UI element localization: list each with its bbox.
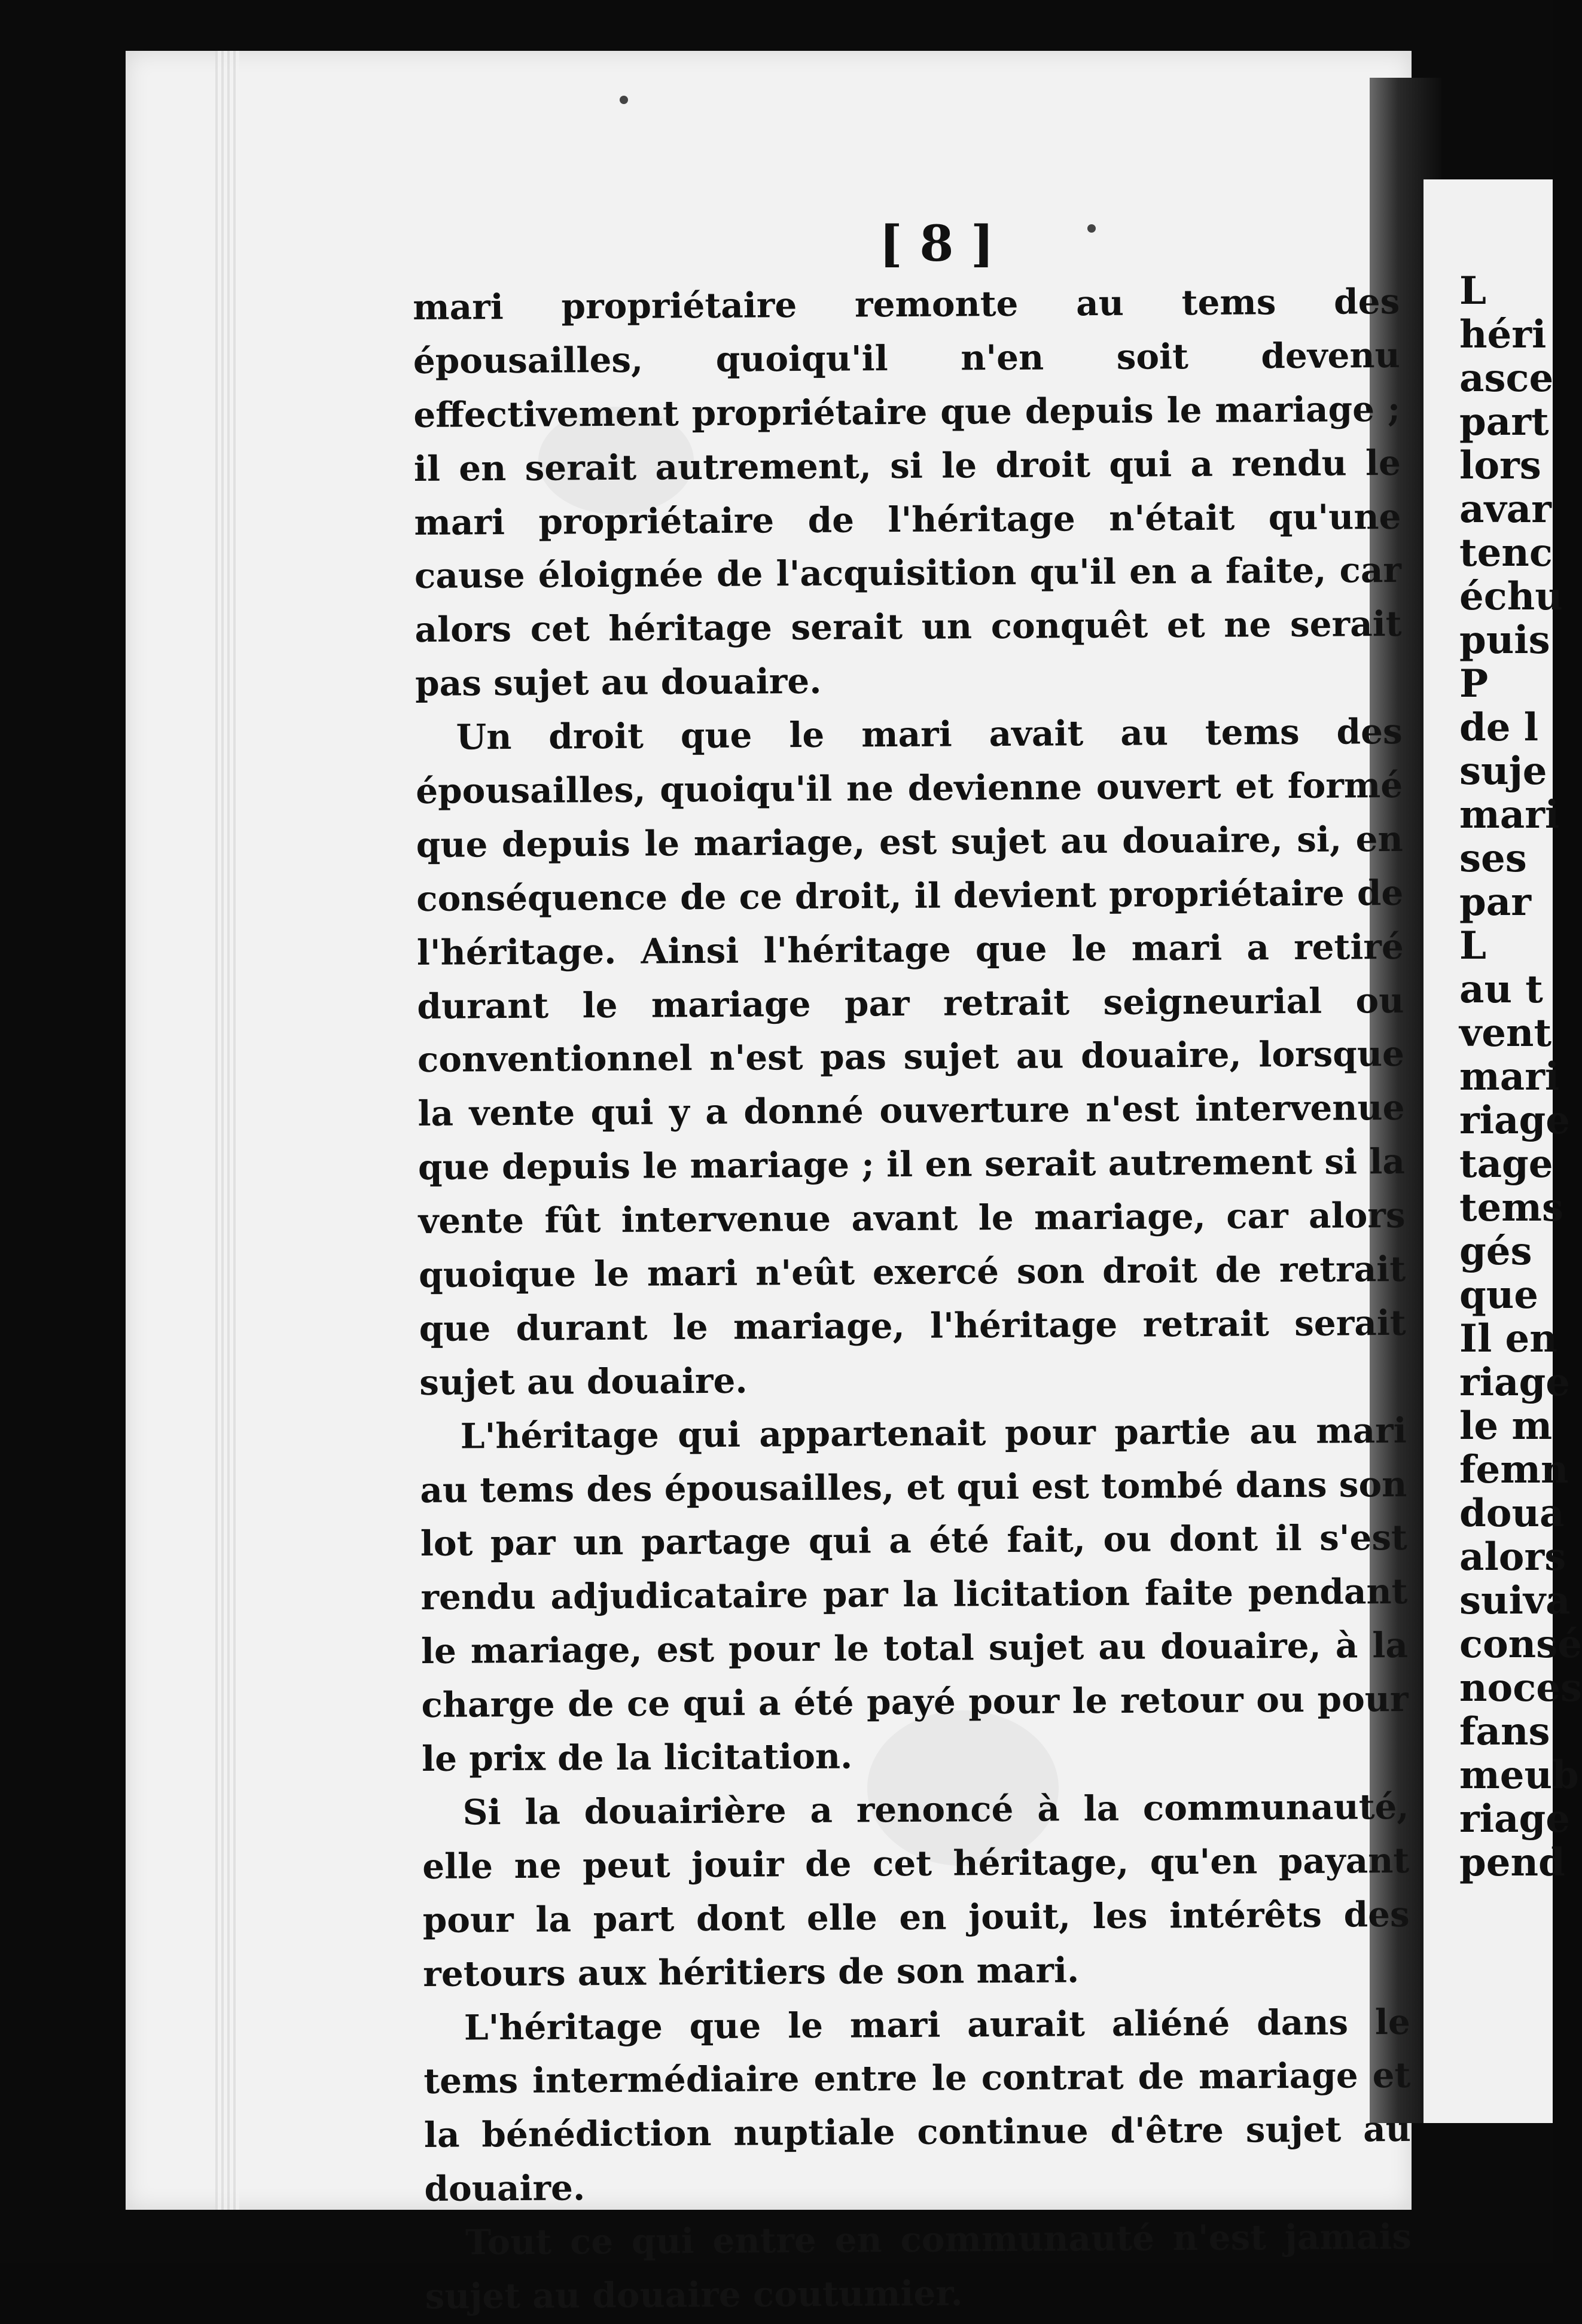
facing-page-line: part [1459, 399, 1549, 444]
facing-page-line: femn [1459, 1447, 1569, 1492]
paragraph: mari propriétaire remonte au tems des épousailles, quoiqu'il n'en soit devenu effectivement propriétaire que depuis le mariage ; il en serait autrement, si le droit qui a rendu le mari propriétaire de l'héritage n'était qu'une cause éloignée de l'acquisition qu'il en a faite, car alors cet héritage serait un conquêt et ne serait pas sujet au douaire. [413, 280, 1402, 704]
facing-page-line: puis [1459, 618, 1550, 663]
page-body-text [413, 275, 1412, 2324]
facing-page-line: tage [1459, 1142, 1553, 1187]
facing-page-line: au t [1459, 967, 1543, 1012]
facing-page-line: gés [1459, 1229, 1532, 1274]
facing-page-line: tems [1459, 1185, 1564, 1230]
facing-page-line: mari [1459, 1054, 1560, 1099]
facing-page-line: doua [1459, 1491, 1565, 1536]
facing-page-line: suje [1459, 749, 1547, 794]
facing-page-line: lors [1459, 443, 1541, 488]
facing-page-line: ses [1459, 836, 1527, 881]
paragraph: Tout ce qui entre en communauté n'est jamais sujet au douaire coutumier. [425, 2216, 1412, 2317]
facing-page-line: consé [1459, 1622, 1582, 1667]
facing-page-line: P [1459, 661, 1489, 706]
facing-page-line: mari [1459, 792, 1560, 837]
facing-page-line: riage [1459, 1797, 1570, 1841]
facing-page-line: avar [1459, 487, 1551, 532]
facing-page-line: vent [1459, 1011, 1551, 1056]
facing-page-line: asce [1459, 356, 1554, 401]
facing-page-line: fans [1459, 1709, 1550, 1754]
facing-page-line: meub [1459, 1753, 1579, 1798]
facing-page-line: pend [1459, 1840, 1565, 1885]
facing-page-line: que [1459, 1273, 1538, 1317]
facing-page-line: Il en [1459, 1316, 1557, 1361]
ink-speck [1087, 224, 1096, 233]
facing-page-line: suiva [1459, 1578, 1571, 1623]
facing-page-line: tenc [1459, 530, 1553, 575]
facing-page-line: le m [1459, 1404, 1553, 1448]
paragraph: L'héritage que le mari aurait aliéné dans le tems intermédiaire entre le contrat de mariage et la bénédiction nuptiale continue d'être sujet au douaire. [423, 2001, 1412, 2210]
facing-page-line: par [1459, 880, 1531, 925]
ink-speck [620, 96, 628, 104]
facing-page-text [1459, 269, 1582, 1885]
facing-page-line: échu [1459, 574, 1563, 619]
facing-page-line: alors [1459, 1535, 1566, 1579]
paragraph: Un droit que le mari avait au tems des épousailles, quoiqu'il ne devienne ouvert et formé que depuis le mariage, est sujet au douaire, si, en conséquence de ce droit, il devient propriétaire de l'héritage. Ainsi l'héritage que le mari a retiré durant le mariage par retrait seigneurial ou conventionnel n'est pas sujet au douaire, lorsque la vente qui y a donné ouverture n'est intervenue que depuis le mariage ; il en serait autrement si la vente fût intervenue avant le mariage, car alors quoique le mari n'eût exercé son droit de retrait que durant le mariage, l'héritage retrait serait sujet au douaire. [416, 711, 1406, 1403]
paragraph: Si la douairière a renoncé à la communauté, elle ne peut jouir de cet héritage, qu'en payant pour la part dont elle en jouit, les intérêts des retours aux héritiers de son mari. [422, 1786, 1410, 1994]
facing-page-line: de l [1459, 705, 1539, 750]
page-number: [ 8 ] [879, 215, 994, 273]
facing-page-line: L [1459, 923, 1486, 968]
facing-page-line: riage [1459, 1360, 1570, 1405]
facing-page-line: noces [1459, 1666, 1582, 1710]
facing-page-line: L [1459, 269, 1486, 313]
facing-page-line: riage [1459, 1098, 1570, 1143]
paragraph: L'héritage qui appartenait pour partie au mari au tems des épousailles, et qui est tombé dans son lot par un partage qui a été fait, ou dont il s'est rendu adjudicataire par la licitation faite pendant le mariage, est pour le total sujet au douaire, à la charge de ce qui a été payé pour le retour ou pour le prix de la licitation. [420, 1410, 1409, 1780]
facing-page-line: héri [1459, 312, 1547, 357]
